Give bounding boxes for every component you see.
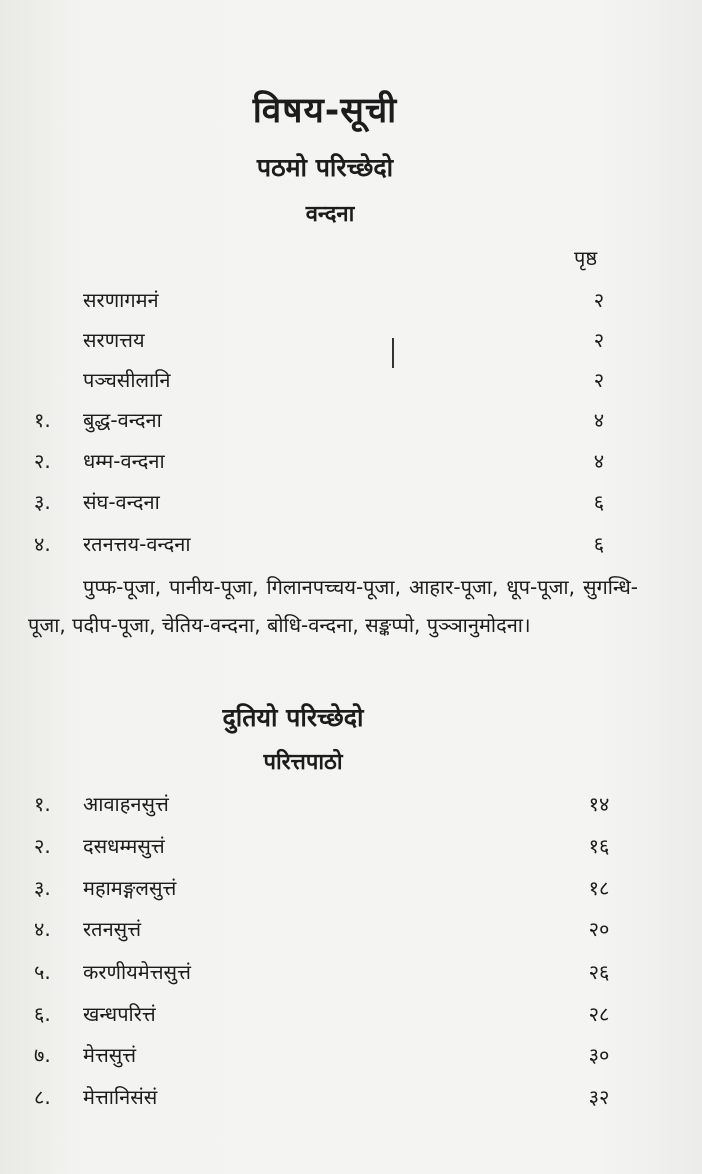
entry-number: १. — [34, 792, 51, 816]
entry-page: २ — [593, 368, 605, 392]
entry-page: २० — [588, 917, 610, 941]
entry-title: महामङ्गलसुत्तं — [83, 876, 177, 900]
entry-page: १४ — [588, 792, 610, 816]
toc-entry — [0, 447, 702, 481]
entry-page: ३० — [588, 1043, 610, 1067]
entry-title: संघ-वन्दना — [83, 490, 160, 514]
chapter1-paragraph: पुप्फ-पूजा, पानीय-पूजा, गिलानपच्चय-पूजा, आहार-पूजा, धूप-पूजा, सुगन्धि-पूजा, पदीप-पूजा, चेतिय-वन्दना, बोधि-वन्दना, सङ्कप्पो, पुञ्ञानुमोदना। — [28, 575, 638, 637]
toc-entry — [0, 1083, 702, 1117]
entry-number: १. — [34, 408, 51, 432]
entry-page: ६ — [593, 532, 605, 556]
entry-number: ६. — [34, 1002, 51, 1026]
entry-number: २. — [34, 449, 51, 473]
entry-number: ४. — [34, 917, 51, 941]
entry-title: सरणत्तय — [83, 328, 145, 352]
toc-entry — [0, 1041, 702, 1075]
toc-entry — [0, 488, 702, 522]
page-column-label: पृष्ठ — [574, 246, 598, 270]
toc-entry — [0, 406, 702, 440]
toc-entry — [0, 366, 702, 400]
entry-title: करणीयमेत्तसुत्तं — [83, 960, 191, 984]
toc-entry — [0, 286, 702, 320]
toc-entry — [0, 915, 702, 949]
entry-title: खन्धपरित्तं — [83, 1002, 156, 1026]
toc-entry — [0, 874, 702, 908]
toc-entry — [0, 958, 702, 992]
entry-page: ३२ — [588, 1085, 610, 1109]
print-mark — [392, 338, 394, 368]
entry-number: ३. — [34, 876, 51, 900]
entry-page: ६ — [593, 490, 605, 514]
page-title: विषय-सूची — [252, 91, 398, 131]
entry-title: मेत्तानिसंसं — [83, 1085, 158, 1109]
entry-number: ५. — [34, 960, 51, 984]
toc-entry — [0, 1000, 702, 1034]
chapter1-heading: पठमो परिच्छेदो — [256, 153, 394, 182]
entry-title: आवाहनसुत्तं — [83, 792, 169, 816]
chapter2-section-heading: परित्तपाठो — [263, 750, 343, 775]
entry-title: बुद्ध-वन्दना — [83, 408, 162, 432]
entry-title: सरणागमनं — [83, 288, 159, 312]
toc-entry — [0, 530, 702, 564]
entry-number: ७. — [34, 1043, 51, 1067]
chapter1-section-heading: वन्दना — [305, 202, 355, 227]
entry-page: २ — [593, 288, 605, 312]
entry-page: २८ — [588, 1002, 610, 1026]
entry-title: पञ्चसीलानि — [83, 368, 171, 392]
entry-number: ३. — [34, 490, 51, 514]
entry-title: दसधम्मसुत्तं — [83, 834, 165, 858]
entry-number: २. — [34, 834, 51, 858]
toc-entry — [0, 790, 702, 824]
entry-page: ४ — [593, 408, 605, 432]
chapter2-heading: दुतियो परिच्छेदो — [222, 703, 364, 732]
entry-number: ४. — [34, 532, 51, 556]
entry-page: २६ — [588, 960, 610, 984]
entry-title: धम्म-वन्दना — [83, 449, 165, 473]
toc-entry — [0, 832, 702, 866]
entry-number: ८. — [34, 1085, 51, 1109]
toc-entry — [0, 326, 702, 360]
entry-title: रतनसुत्तं — [83, 917, 142, 941]
entry-page: ४ — [593, 449, 605, 473]
entry-title: रतनत्तय-वन्दना — [83, 532, 191, 556]
entry-page: २ — [593, 328, 605, 352]
entry-title: मेत्तसुत्तं — [83, 1043, 137, 1067]
entry-page: १८ — [588, 876, 610, 900]
entry-page: १६ — [588, 834, 610, 858]
